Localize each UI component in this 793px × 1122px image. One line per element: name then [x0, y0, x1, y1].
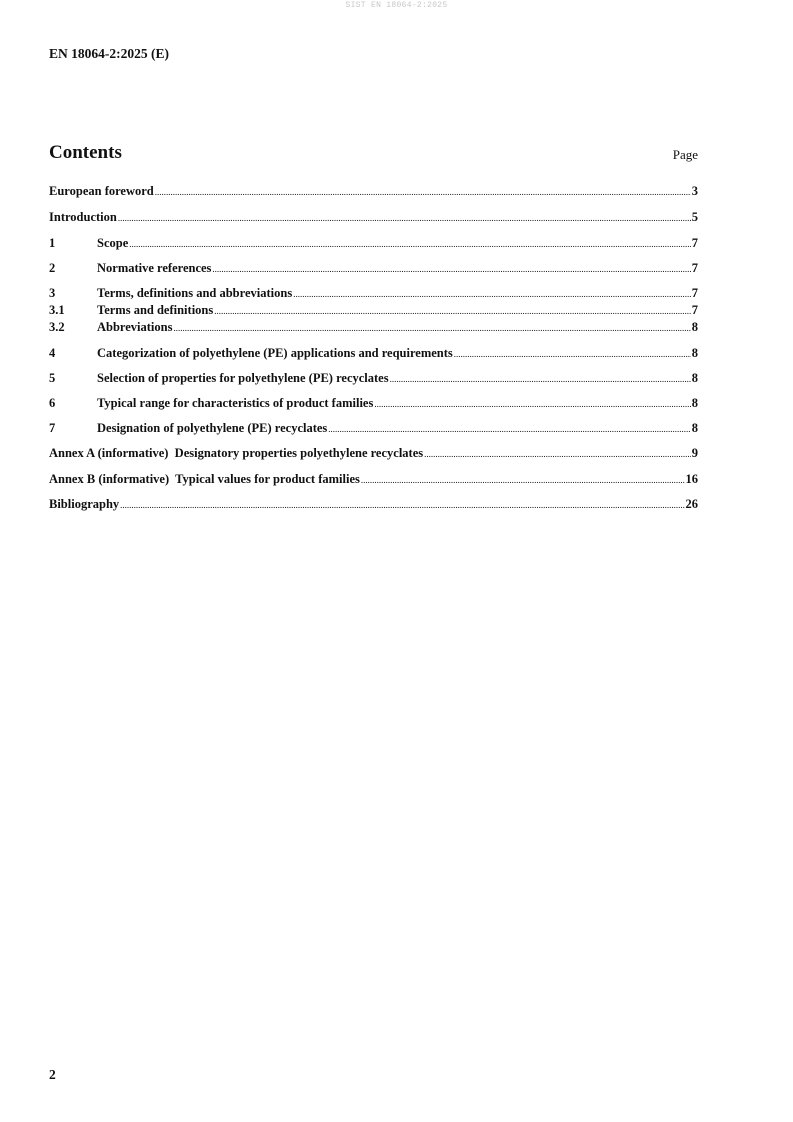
toc-entry-page[interactable]: 8 [691, 421, 698, 435]
toc-entry-page[interactable]: 8 [691, 396, 698, 410]
toc-entry-title[interactable]: Categorization of polyethylene (PE) applications and requirements [97, 346, 453, 360]
toc-entry-title[interactable]: Terms and definitions [97, 303, 214, 317]
toc-entry[interactable] [49, 260, 698, 276]
toc-entry[interactable] [49, 420, 698, 436]
toc-entry-title[interactable]: Bibliography [49, 497, 120, 511]
toc-entry-page[interactable]: 8 [691, 371, 698, 385]
toc-entry-page[interactable]: 8 [691, 320, 698, 334]
dot-leader [129, 236, 691, 252]
toc-entry[interactable] [49, 235, 698, 251]
page-number: 2 [49, 1067, 56, 1082]
toc-entry-number: 7 [49, 421, 56, 435]
toc-entry-page[interactable]: 7 [691, 261, 698, 275]
contents-title: Contents [49, 142, 122, 163]
toc-entry-page[interactable]: 7 [691, 303, 698, 317]
toc-entry-number: 3.1 [49, 303, 65, 317]
toc-entry-page[interactable]: 9 [691, 446, 698, 460]
toc-entry-title[interactable]: Scope [97, 236, 129, 250]
toc-entry[interactable] [49, 370, 698, 386]
toc-entry[interactable] [49, 183, 698, 199]
dot-leader [454, 346, 691, 362]
page-column-label: Page [672, 147, 698, 162]
toc-entry-number: 1 [49, 236, 56, 250]
toc-entry-number: 5 [49, 371, 56, 385]
toc-entry-title[interactable]: Terms, definitions and abbreviations [97, 286, 293, 300]
toc-entry-page[interactable]: 7 [691, 286, 698, 300]
toc-entry-title[interactable]: Normative references [97, 261, 212, 275]
toc-entry-number: 3.2 [49, 320, 65, 334]
toc-entry[interactable] [49, 496, 698, 512]
toc-entry-number: 2 [49, 261, 56, 275]
dot-leader [390, 371, 691, 387]
toc-entry-number: 3 [49, 286, 56, 300]
watermark: SIST EN 18064-2:2025 [345, 1, 448, 10]
toc-entry-number: 4 [49, 346, 56, 360]
toc-entry-title[interactable]: Abbreviations [97, 320, 173, 334]
toc-entry-title[interactable]: European foreword [49, 184, 154, 198]
toc-entry[interactable] [49, 285, 698, 301]
toc-entry[interactable] [49, 395, 698, 411]
toc-entry[interactable] [49, 345, 698, 361]
toc-entry[interactable] [49, 471, 698, 487]
toc-entry-title[interactable]: Introduction [49, 210, 117, 224]
toc-entry-number: 6 [49, 396, 56, 410]
toc-entry-page[interactable]: 26 [685, 497, 698, 511]
toc-entry-title[interactable]: Annex A (informative) Designatory properties polyethylene recyclates [49, 446, 424, 460]
dot-leader [293, 286, 691, 302]
dot-leader [214, 303, 691, 319]
toc-entry[interactable] [49, 445, 698, 461]
dot-leader [118, 210, 691, 226]
toc-entry-title[interactable]: Typical range for characteristics of product families [97, 396, 374, 410]
toc-entry[interactable] [49, 319, 698, 335]
dot-leader [328, 421, 690, 437]
toc-entry[interactable] [49, 302, 698, 318]
toc-entry-title[interactable]: Annex B (informative) Typical values for product families [49, 472, 360, 486]
toc-entry-title[interactable]: Designation of polyethylene (PE) recyclates [97, 421, 328, 435]
dot-leader [120, 497, 684, 513]
dot-leader [212, 261, 690, 277]
toc-entry[interactable] [49, 209, 698, 225]
dot-leader [155, 184, 691, 200]
toc-entry-page[interactable]: 3 [691, 184, 698, 198]
toc-entry-page[interactable]: 16 [685, 472, 698, 486]
toc-entry-page[interactable]: 8 [691, 346, 698, 360]
document-id-header: EN 18064-2:2025 (E) [49, 46, 169, 61]
dot-leader [173, 320, 690, 336]
toc-entry-page[interactable]: 5 [691, 210, 698, 224]
toc-entry-page[interactable]: 7 [691, 236, 698, 250]
dot-leader [374, 396, 690, 412]
dot-leader [361, 472, 685, 488]
dot-leader [424, 446, 691, 462]
toc-entry-title[interactable]: Selection of properties for polyethylene (PE) recyclates [97, 371, 389, 385]
